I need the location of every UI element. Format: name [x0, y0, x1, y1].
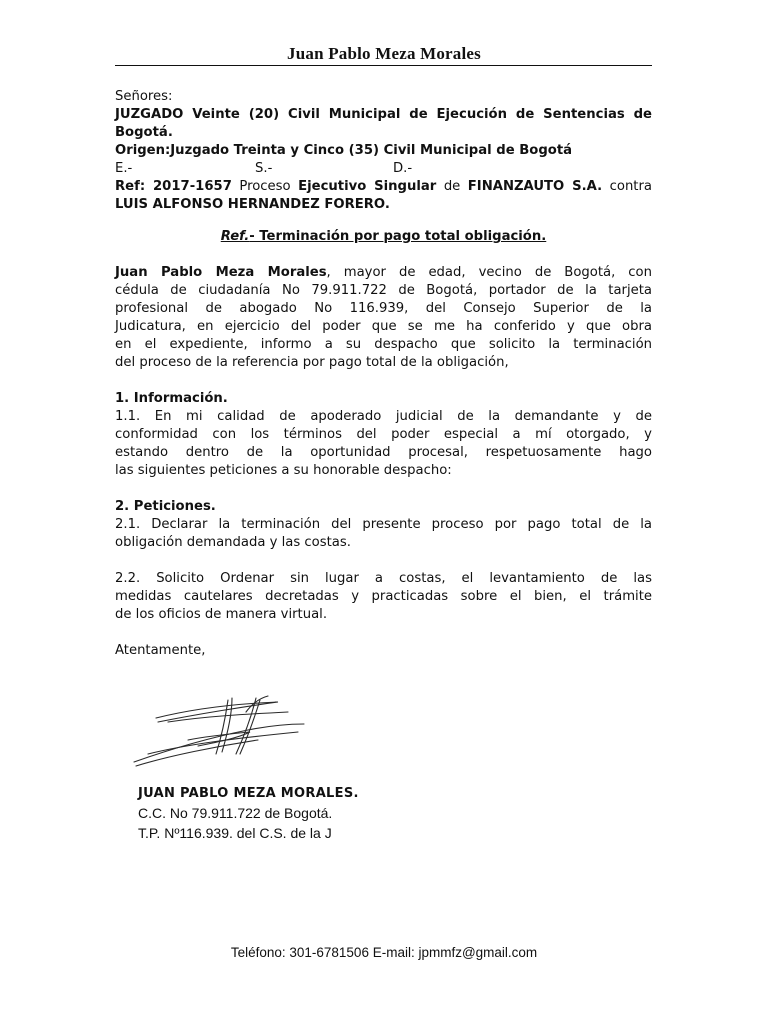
reference-line-1: [115, 178, 652, 196]
signer-professional-card: T.P. Nº116.939. del C.S. de la J: [138, 825, 332, 841]
petition-2-line-3: de los oficios de manera virtual.: [115, 607, 328, 622]
origin-line: Origen:Juzgado Treinta y Cinco (35) Civil Municipal de Bogotá: [115, 143, 573, 158]
ref-contra: contra: [609, 179, 652, 194]
section-1-line-1: 1.1. En mi calidad de apoderado judicial de la demandante y de: [115, 409, 652, 424]
subject-prefix: Ref.: [220, 229, 250, 244]
petition-2-line-2: medidas cautelares decretadas y practicadas sobre el bien, el trámite: [115, 589, 652, 604]
signer-id: C.C. No 79.911.722 de Bogotá.: [138, 805, 333, 821]
court-line-1: JUZGADO Veinte (20) Civil Municipal de Ejecución de Sentencias de: [115, 107, 652, 122]
intro-line-2: cédula de ciudadanía No 79.911.722 de Bogotá, portador de la tarjeta: [115, 283, 652, 298]
intro-line-4: Judicatura, en ejercicio del poder que se me ha conferido y que obra: [115, 319, 652, 334]
signer-name: JUAN PABLO MEZA MORALES.: [138, 786, 359, 801]
intro-line-5: en el expediente, informo a su despacho que solicito la terminación: [115, 337, 652, 352]
intro-line-3: profesional de abogado No 116.939, del Consejo Superior de la: [115, 301, 652, 316]
intro-line-1: [115, 264, 652, 282]
d-mark: D.-: [393, 161, 413, 176]
letter-body: [115, 88, 652, 660]
ref-proceso: Proceso: [239, 179, 291, 194]
s-mark: S.-: [255, 161, 273, 176]
closing: Atentamente,: [115, 643, 206, 658]
ref-de: de: [443, 179, 461, 194]
ref-process-type: Ejecutivo Singular: [298, 179, 437, 194]
court-line-2: Bogotá.: [115, 125, 173, 140]
letterhead-rule: [115, 65, 652, 66]
section-1-line-2: conformidad con los términos del poder especial a mí otorgado, y: [115, 427, 652, 442]
reference-defendant: LUIS ALFONSO HERNANDEZ FORERO.: [115, 197, 390, 212]
subject-line: [115, 228, 652, 246]
petition-1-line-2: obligación demandada y las costas.: [115, 535, 351, 550]
section-1-line-4: las siguientes peticiones a su honorable despacho:: [115, 463, 452, 478]
ref-number: Ref: 2017-1657: [115, 179, 232, 194]
section-1-line-3: estando dentro de la oportunidad procesal, respetuosamente hago: [115, 445, 652, 460]
section-1-heading: 1. Información.: [115, 391, 228, 406]
subject-text: - Terminación por pago total obligación.: [249, 229, 547, 244]
court-city: Bogotá: [115, 125, 168, 140]
petition-1-line-1: 2.1. Declarar la terminación del presente proceso por pago total de la: [115, 517, 652, 532]
salutation: Señores:: [115, 89, 173, 104]
intro-line-1-text: , mayor de edad, vecino de Bogotá, con: [326, 265, 652, 280]
petition-2-line-1: 2.2. Solicito Ordenar sin lugar a costas, el levantamiento de las: [115, 571, 652, 586]
letterhead-name: Juan Pablo Meza Morales: [287, 44, 481, 63]
ref-plaintiff: FINANZAUTO S.A.: [467, 179, 603, 194]
esd-line: [115, 160, 652, 178]
footer-contact: Teléfono: 301-6781506 E-mail: jpmmfz@gmail.com: [230, 945, 538, 960]
signature-block: [138, 785, 359, 843]
e-mark: E.-: [115, 161, 133, 176]
intro-name: Juan Pablo Meza Morales: [115, 265, 327, 280]
section-2-heading: 2. Peticiones.: [115, 499, 216, 514]
intro-line-6: del proceso de la referencia por pago total de la obligación,: [115, 355, 509, 370]
handwritten-signature: [128, 692, 318, 772]
